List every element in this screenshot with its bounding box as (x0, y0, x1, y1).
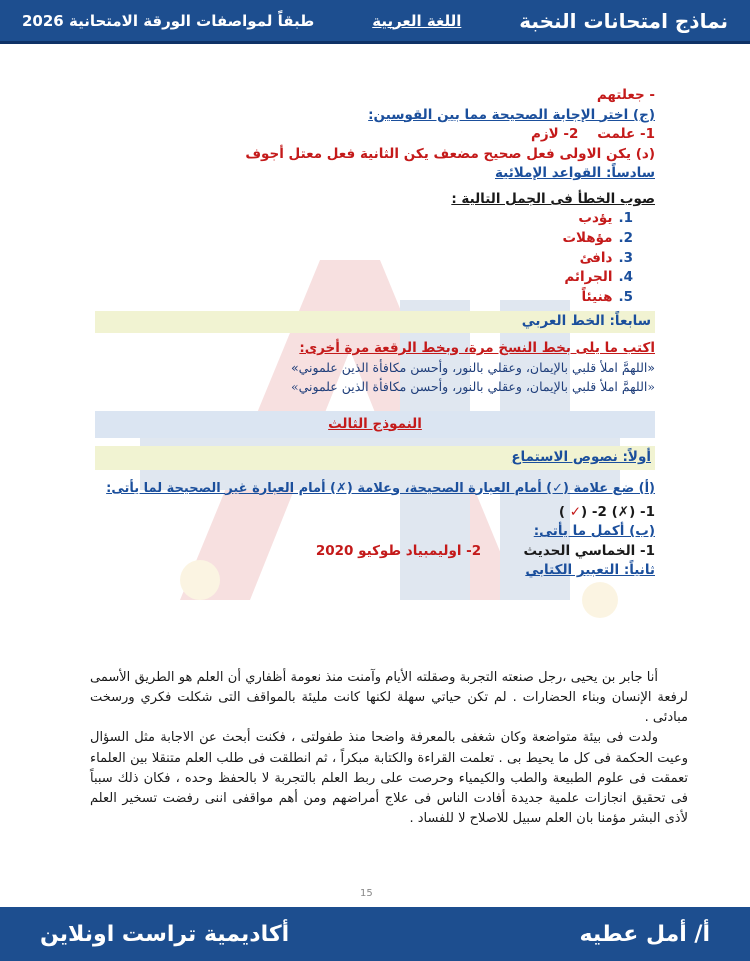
answer-part: 1- (✗) 2- ( (581, 503, 655, 520)
answer-part: 1- الخماسي الحديث (523, 542, 655, 559)
model-title-bar (95, 411, 655, 439)
essay-paragraph: أنا جابر بن يحيى ،رجل صنعته التجربة وصقلته الأيام وآمنت منذ نعومة أظفاري أن العلم هو الطريق الأسمى لرفعة الإنسان وبناء الحضارات . لم تكن حياتي سهلة لكنها كانت مليئة بالمواقف التى شكلت فكري ورسخت مبادئى . (90, 670, 688, 726)
academy-name: أكاديمية تراست اونلاين (40, 921, 290, 947)
page-number: 15 (360, 888, 373, 899)
item-word: دافئ (579, 249, 613, 266)
answer-line (95, 125, 655, 145)
section-heading: أولاً: نصوص الاستماع (511, 449, 651, 466)
list-item (95, 268, 633, 288)
list-item (95, 229, 633, 249)
subject-title: اللغة العربية (372, 11, 462, 30)
essay-paragraph: ولدت فى بيئة متواضعة وكان شغفى بالمعرفة واضحا منذ طفولتى ، فكنت أبحث عن الاجابة مثل السؤال وعيت الحكمة فى كل ما يحيط بى . تعلمت القراءة والكتابة مبكراً ، ثم انطلقت فى طلب العلم متنقلا بين العلماء تعمقت فى علوم الطبيعة والطب والكيمياء وحرصت على ربط العلم بالتجربة لا بالحفظ وحده ، فكان ذلك سبباً فى تحقيق انجازات علمية جديدة أفادت الناس فى علاج أمراضهم ومن أهم مواقفى اننى رفضت تسخير العلم لأذى البشر مؤمنا بان العلم سبيل للاصلاح لا للفساد . (90, 730, 688, 826)
answer-line: (د) يكن الاولى فعل صحيح مضعف يكن الثانية فعل معتل أجوف (245, 145, 655, 162)
answer-part: ) (558, 503, 570, 520)
answer-line (95, 542, 655, 562)
item-number: 4. (618, 269, 633, 286)
list-item (95, 288, 633, 308)
list-item (95, 209, 633, 229)
item-word: الجرائم (564, 269, 613, 286)
essay-text (90, 668, 688, 829)
answer-line (95, 503, 655, 523)
section-heading: سادساً: القواعد الإملائية (495, 165, 655, 182)
item-word: هنيئاً (581, 288, 613, 305)
item-number: 3. (618, 249, 633, 266)
question-heading: (ج) اختر الإجابة الصحيحة مما بين القوسين: (368, 106, 655, 123)
answer-part: 2- اوليمبياد طوكيو 2020 (315, 542, 482, 559)
page-header (0, 0, 750, 44)
teacher-name: أ/ أمل عطيه (579, 921, 710, 947)
errors-list (95, 209, 655, 307)
page-footer (0, 907, 750, 961)
item-number: 1. (618, 210, 633, 227)
check-mark-icon: ✓ (569, 503, 582, 520)
question-heading: (ب) أكمل ما يأتى: (533, 523, 655, 540)
answer-line: - جعلتهم (596, 87, 655, 103)
answers-content (95, 86, 655, 581)
question-heading: اكتب ما يلى بخط النسخ مرة، وبخط الرقعة مرة أخرى: (299, 339, 655, 356)
list-item (95, 249, 633, 269)
answer-part: 2- لازم (530, 126, 579, 143)
calligraphy-quote: «اللهمَّ املأ قلبي بالإيمان، وعقلي بالنور، وأحسن مكافأة الذين علموني» (290, 379, 655, 395)
item-number: 5. (618, 288, 633, 305)
model-title: النموذج الثالث (328, 415, 422, 432)
series-title: نماذج امتحانات النخبة (519, 8, 728, 33)
answer-part: 1- علمت (597, 126, 655, 143)
section-heading: سابعاً: الخط العربي (95, 311, 655, 333)
spec-line: طبقاً لمواصفات الورقة الامتحانية 2026 (22, 11, 315, 30)
question-heading: (أ) ضع علامة (✓) أمام العبارة الصحيحة، وعلامة (✗) أمام العبارة غير الصحيحة لما يأتى: (106, 480, 655, 496)
question-heading: صوب الخطأ فى الجمل التالية : (451, 190, 655, 207)
item-word: مؤهلات (562, 229, 613, 246)
calligraphy-quote: «اللهمَّ املأ قلبي بالإيمان، وعقلي بالنور، وأحسن مكافأة الذين علموني» (290, 360, 655, 376)
item-word: يؤدب (578, 210, 613, 227)
item-number: 2. (618, 229, 633, 246)
section-bar (95, 446, 655, 470)
section-heading: ثانياً: التعبير الكتابي (525, 562, 655, 579)
